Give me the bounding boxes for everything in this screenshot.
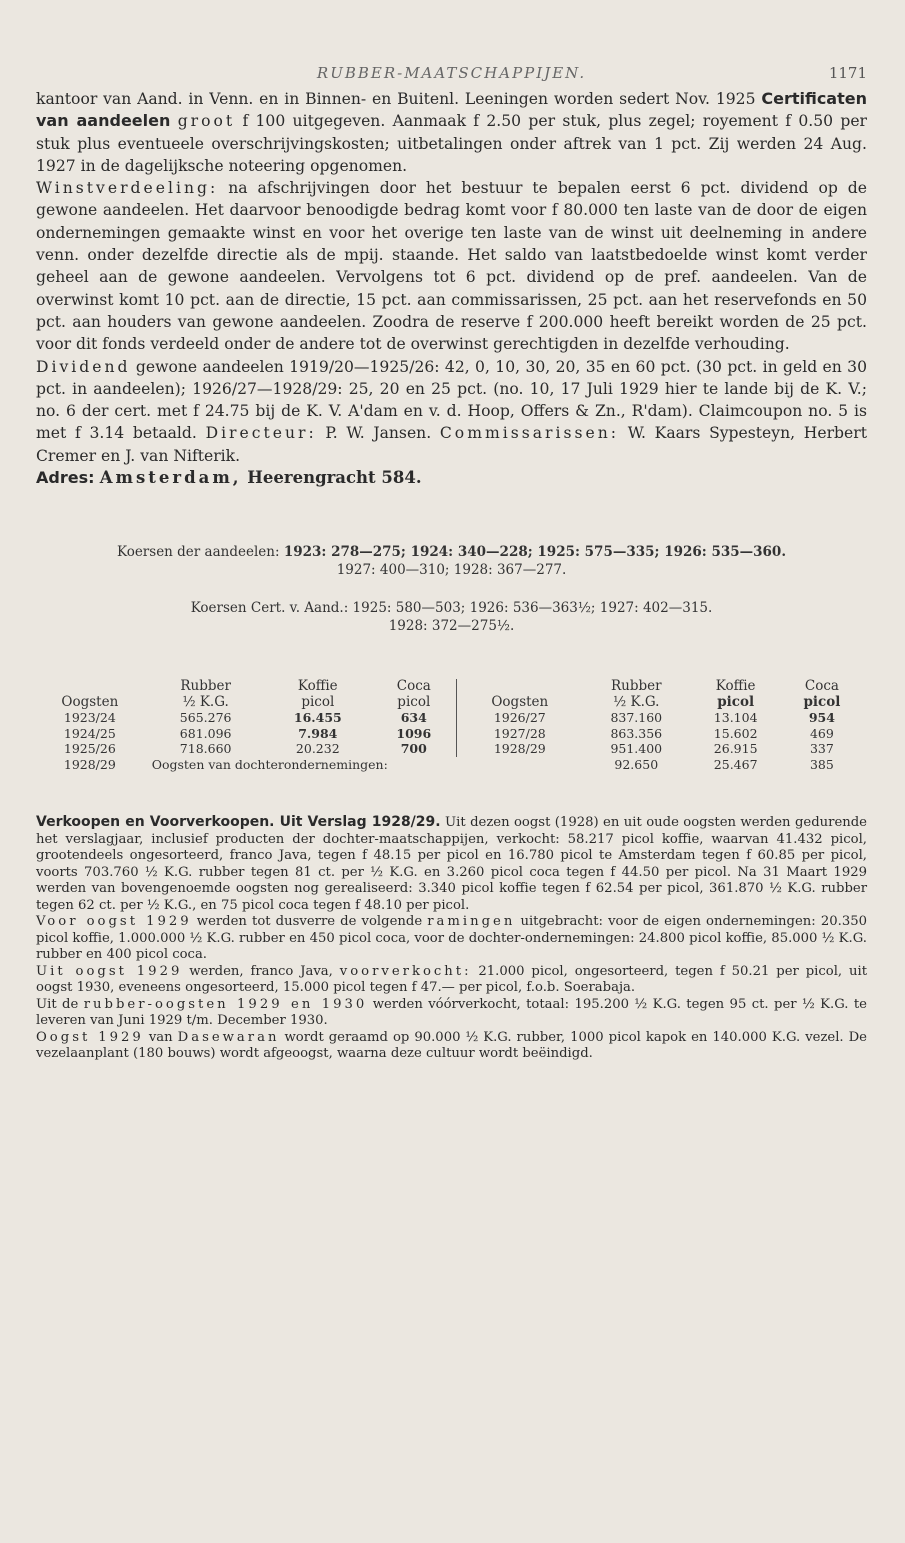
cert-prices-values: 1925: 580—503; 1926: 536—363½; 1927: 402—315.: [352, 600, 713, 617]
certificates-text: f 100 uitgegeven. Aanmaak f 2.50 per stuk, plus zegel; royement f 0.50 per stuk plus eventueele overschrijvingskosten; uitbetalingen onder aftrek van 1 pct. Zij werden 24 Aug. 1927 in de dagelijksche noteering opgenomen.: [36, 112, 868, 175]
commissioners-label: Commissarissen:: [439, 424, 620, 443]
sales-paragraph: [36, 814, 867, 914]
dasewaran-name: Dasewaran: [177, 1029, 280, 1045]
row-koffie-right: 25.467: [713, 756, 758, 772]
estimates-label: Voor oogst 1929: [36, 914, 192, 930]
table-row-dochter: [32, 757, 862, 773]
forward-sales-text-a: werden, franco Java,: [182, 963, 340, 979]
dividend-paragraph: [36, 356, 867, 467]
row-rubber-right: 92.650: [614, 756, 659, 772]
forward-sales-paragraph: [36, 964, 867, 997]
row-year: 1923/24: [63, 710, 116, 726]
dividend-text: gewone aandeelen 1919/20—1925/26: 42, 0, 10, 30, 20, 35 en 60 pct. (30 pct. in geld en 30 pct. in aandeelen); 1926/27—1928/29: 25, 20 en 25 pct. (no. 10, 17 Juli 1929 hier te lande bij de K. V.; no. 6 der cert. met f 24.75 bij de K. V. A'dam en v. d. Hoop, Offers & Zn., R'dam). Claimcoupon no. 5 is met f 3.14 betaald.: [36, 357, 867, 443]
share-prices-label: Koersen der aandeelen:: [116, 544, 280, 561]
table-row: [32, 741, 862, 757]
row-year: 1924/25: [63, 725, 116, 741]
estimates-ramingen: ramingen: [427, 914, 516, 930]
dasewaran-label: Oogst 1929: [36, 1029, 144, 1045]
rubber-forward-label: rubber-oogsten 1929 en 1930: [83, 996, 368, 1012]
rubber-forward-paragraph: [36, 997, 867, 1030]
header-unit-rubber: ½ K.G.: [182, 693, 229, 710]
sales-text: Uit dezen oogst (1928) en uit oude oogsten werden gedurende het verslagjaar, inclusief producten der dochter-maatschappijen, verkocht: 58.217 picol koffie, waarvan 41.432 picol, grootendeels ongesorteerd, franco Java, tegen f 48.15 per picol en 16.780 picol te Amsterdam tegen f 60.85 per picol, voorts 703.760 ½ K.G. rubber tegen 81 ct. per ½ K.G. en 3.260 picol coca tegen f 44.50 per picol. Na 31 Maart 1929 werden van bovengenoemde oogsten nog gerealiseerd: 3.340 picol koffie tegen f 62.54 per picol, 361.870 ½ K.G. rubber tegen 62 ct. per ½ K.G., en 75 picol coca tegen f 48.10 per picol.: [36, 815, 867, 913]
row-year: 1925/26: [63, 741, 116, 757]
director-name: P. W. Jansen.: [316, 424, 432, 443]
profit-distribution-label: Winstverdeeling:: [36, 179, 219, 198]
certificates-groot: groot: [177, 112, 236, 131]
header-unit-coca-right: picol: [803, 693, 841, 710]
row-year-right: 1926/27: [456, 710, 583, 726]
page-number: 1171: [828, 64, 867, 82]
estimates-text-a: werden tot dusverre de volgende: [191, 914, 428, 930]
row-rubber-right: 951.400: [610, 741, 663, 757]
header-koffie: Koffie: [297, 678, 338, 695]
row-coca-right: 337: [809, 741, 834, 757]
share-prices-line: [36, 543, 867, 561]
address-city: Amsterdam,: [99, 468, 242, 488]
table-header-row-units: [32, 695, 862, 711]
header-coca: Coca: [396, 678, 431, 695]
report-section: [36, 814, 867, 1063]
header-oogsten-right: Oogsten: [456, 695, 583, 711]
running-title: RUBBER-MAATSCHAPPIJEN.: [316, 64, 587, 82]
row-koffie: 16.455: [293, 710, 342, 726]
dasewaran-text-b: wordt geraamd op 90.000 ½ K.G. rubber, 1000 picol kapok en 140.000 K.G. vezel. De vezelaanplant (180 bouws) wordt afgeoogst, waarna deze cultuur wordt beëindigd.: [36, 1029, 867, 1062]
harvest-table: [32, 679, 862, 772]
table-header-row: [32, 679, 862, 695]
dividend-label: Dividend: [36, 357, 131, 376]
row-coca: 634: [400, 710, 427, 726]
row-year: 1928/29: [63, 756, 116, 772]
estimates-paragraph: [36, 914, 867, 964]
row-coca-right: 954: [808, 710, 835, 726]
dasewaran-text-a: van: [143, 1029, 178, 1045]
row-year-right: 1927/28: [456, 726, 583, 742]
company-description: [36, 88, 867, 489]
commissioners-names: W. Kaars Sypesteyn, Herbert Cremer en J. van Nifterik.: [36, 424, 867, 465]
table-row: [32, 726, 862, 742]
forward-sales-label: Uit oogst 1929: [36, 963, 183, 979]
row-rubber-right: 837.160: [610, 710, 663, 726]
header-unit-koffie: picol: [301, 693, 335, 710]
profit-distribution-paragraph: [36, 177, 867, 355]
report-heading: Verkoopen en Voorverkoopen. Uit Verslag 1928/29.: [36, 814, 441, 831]
address-label: Adres:: [36, 468, 95, 488]
header-unit-rubber-right: ½ K.G.: [613, 693, 660, 710]
cert-prices-label: Koersen Cert. v. Aand.:: [190, 600, 349, 617]
row-coca-right: 469: [809, 725, 834, 741]
rubber-forward-text-b: werden vóórverkocht, totaal: 195.200 ½ K.G. tegen 95 ct. per ½ K.G. te leveren van Juni 1929 t/m. December 1930.: [36, 996, 867, 1029]
row-koffie: 7.984: [298, 725, 338, 741]
director-label: Directeur:: [205, 424, 317, 443]
row-koffie-right: 15.602: [713, 725, 758, 741]
address-line: [36, 467, 867, 489]
cert-prices-line-2: 1928: 372—275½.: [388, 618, 515, 635]
share-prices: [36, 543, 867, 635]
certificates-heading: Certificaten van aandeelen: [36, 89, 867, 131]
header-oogsten: Oogsten: [61, 693, 119, 710]
share-prices-line-2: 1927: 400—310; 1928: 367—277.: [336, 562, 567, 579]
row-dochter-label: Oogsten van dochterondernemingen:: [151, 756, 388, 772]
header-coca-right: Coca: [804, 678, 839, 695]
forward-sales-text-b: 21.000 picol, ongesorteerd, tegen f 50.21 per picol, uit oogst 1930, eveneens ongesorteerd, 15.000 picol tegen f 47.— per picol, f.o.b. Soerabaja.: [36, 963, 868, 996]
table-row: [32, 710, 862, 726]
row-coca: 1096: [396, 725, 432, 741]
estimates-text-b: uitgebracht: voor de eigen ondernemingen: 20.350 picol koffie, 1.000.000 ½ K.G. rubber en 450 picol coca, voor de dochter-ondernemingen: 24.800 picol koffie, 85.000 ½ K.G. rubber en 400 picol coca.: [36, 914, 867, 963]
rubber-forward-text-a: Uit de: [36, 996, 84, 1012]
row-rubber-right: 863.356: [610, 725, 663, 741]
address-street: Heerengracht 584.: [241, 468, 422, 488]
row-year-right: 1928/29: [456, 741, 583, 757]
row-rubber: 718.660: [179, 741, 232, 757]
forward-sales-voorverkocht: voorverkocht:: [339, 963, 472, 979]
certificates-intro: kantoor van Aand. in Venn. en in Binnen- en Buitenl. Leeningen worden sedert Nov. 1925: [36, 90, 762, 108]
row-rubber: 565.276: [179, 710, 232, 726]
certificates-paragraph: [36, 88, 867, 177]
page-header: [36, 58, 867, 88]
dasewaran-paragraph: [36, 1030, 867, 1063]
row-koffie: 20.232: [295, 741, 340, 757]
header-rubber-right: Rubber: [610, 678, 662, 695]
row-koffie-right: 26.915: [713, 741, 758, 757]
share-prices-values: 1923: 278—275; 1924: 340—228; 1925: 575—335; 1926: 535—360.: [283, 544, 787, 561]
header-unit-koffie-right: picol: [717, 693, 755, 710]
row-coca: 700: [400, 741, 427, 757]
cert-prices-line: [36, 599, 867, 617]
profit-distribution-text: na afschrijvingen door het bestuur te bepalen eerst 6 pct. dividend op de gewone aandeelen. Het daarvoor benoodigde bedrag komt voor f 80.000 ten laste van de door de eigen ondernemingen gemaakte winst en voor het overige ten laste van de winst uit deelneming in andere venn. onder dezelfde directie als de mpij. staande. Het saldo van laatstbedoelde winst komt verder geheel aan de gewone aandeelen. Vervolgens tot 6 pct. dividend op de pref. aandeelen. Van de overwinst komt 10 pct. aan de directie, 15 pct. aan commissarissen, 25 pct. aan het reservefonds en 50 pct. aan houders van gewone aandeelen. Zoodra de reserve f 200.000 heeft bereikt worden de 25 pct. voor dit fonds verdeeld onder de andere tot de overwinst gerechtigden in dezelfde verhouding.: [36, 179, 867, 354]
row-koffie-right: 13.104: [713, 710, 758, 726]
header-rubber: Rubber: [180, 678, 231, 695]
header-unit-coca: picol: [397, 693, 431, 710]
header-koffie-right: Koffie: [715, 678, 756, 695]
row-rubber: 681.096: [179, 725, 232, 741]
row-coca-right: 385: [809, 756, 834, 772]
